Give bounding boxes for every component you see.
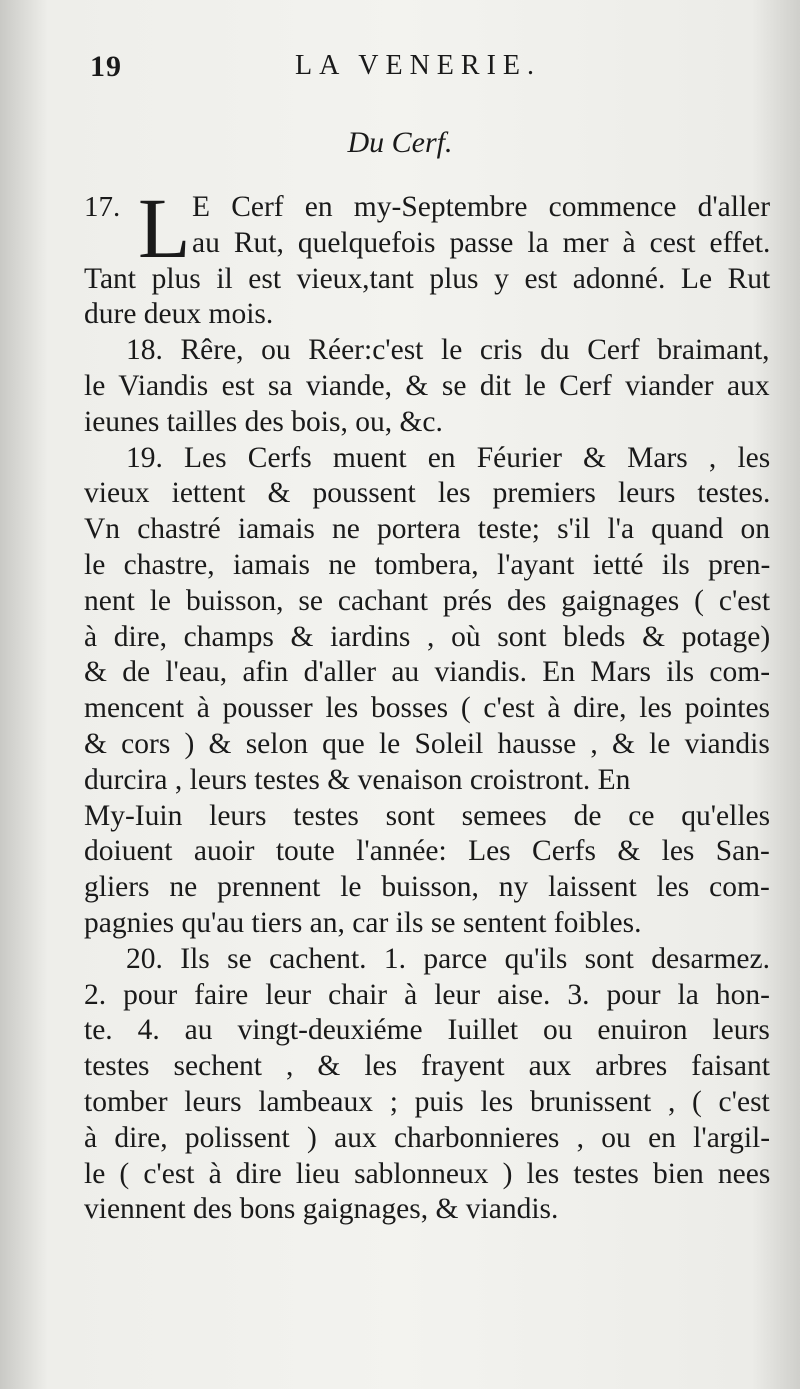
paragraph-18 [84,333,770,440]
body-text [84,180,771,1228]
text-line: le chastre, iamais ne tombera, l'ayant ietté ils pren- [84,548,771,581]
text-line: My-Iuin leurs testes sont semees de ce qu'elles [84,799,771,832]
page-header [84,48,752,92]
text-line: & cors ) & selon que le Soleil hausse , & le viandis [84,727,770,760]
text-line: viennent des bons gaignages, & viandis. [84,1193,559,1226]
running-title: LA VENERIE. [294,50,542,81]
text-line: doiuent auoir toute l'année: Les Cerfs & les San- [84,835,770,868]
text-line: testes sechent , & les frayent aux arbres faisant [84,1050,770,1083]
section-title: Du Cerf. [347,126,453,159]
text-line: 20. Ils se cachent. 1. parce qu'ils sont desarmez. [126,942,770,975]
text-line: & de l'eau, afin d'aller au viandis. En Mars ils com- [84,656,771,689]
text-line: 18. Rêre, ou Réer:c'est le cris du Cerf braimant, [126,334,770,367]
text-line: Tant plus il est vieux,tant plus y est adonné. Le Rut [84,262,771,295]
text-line: à dire, champs & iardins , où sont bleds & potage) [84,620,771,653]
text-line: 19. Les Cerfs muent en Féurier & Mars , les [126,441,771,474]
page-number: 19 [90,50,122,83]
paragraph-17 [84,180,771,333]
text-line: 2. pour faire leur chair à leur aise. 3. pour la hon- [84,978,770,1011]
text-line: pagnies qu'au tiers an, car ils se sentent foibles. [84,906,642,939]
paragraph-number: 17. [84,191,121,223]
text-line: le Viandis est sa viande, & se dit le Cerf viander aux [84,369,770,402]
text-line: le ( c'est à dire lieu sablonneux ) les testes bien nees [84,1157,771,1190]
text-line: au Rut, quelquefois passe la mer à cest effet. [192,226,771,259]
text-line: E Cerf en my-Septembre commence d'aller [192,191,771,223]
text-line: durcira , leurs testes & venaison croistront. En [84,763,631,796]
text-line: mencent à pousser les bosses ( c'est à dire, les pointes [84,692,771,725]
paragraph-20 [84,942,770,1228]
text-line: à dire, polissent ) aux charbonnieres , ou en l'argil- [84,1121,771,1154]
text-line: Vn chastré iamais ne portera teste; s'il l'a quand on [84,513,770,546]
text-line: dure deux mois. [84,298,274,331]
paragraph-19 [84,441,770,942]
text-line: te. 4. au vingt-deuxiéme Iuillet ou enuiron leurs [84,1014,770,1047]
text-line: ieunes tailles des bois, ou, &c. [84,405,443,438]
text-line: vieux iettent & poussent les premiers leurs testes. [84,477,771,510]
drop-cap: L [138,180,191,276]
text-line: tomber leurs lambeaux ; puis les brunissent , ( c'est [84,1085,770,1118]
text-line: nent le buisson, se cachant prés des gaignages ( c'est [84,584,771,617]
text-line: gliers ne prennent le buisson, ny laissent les com- [84,871,770,904]
